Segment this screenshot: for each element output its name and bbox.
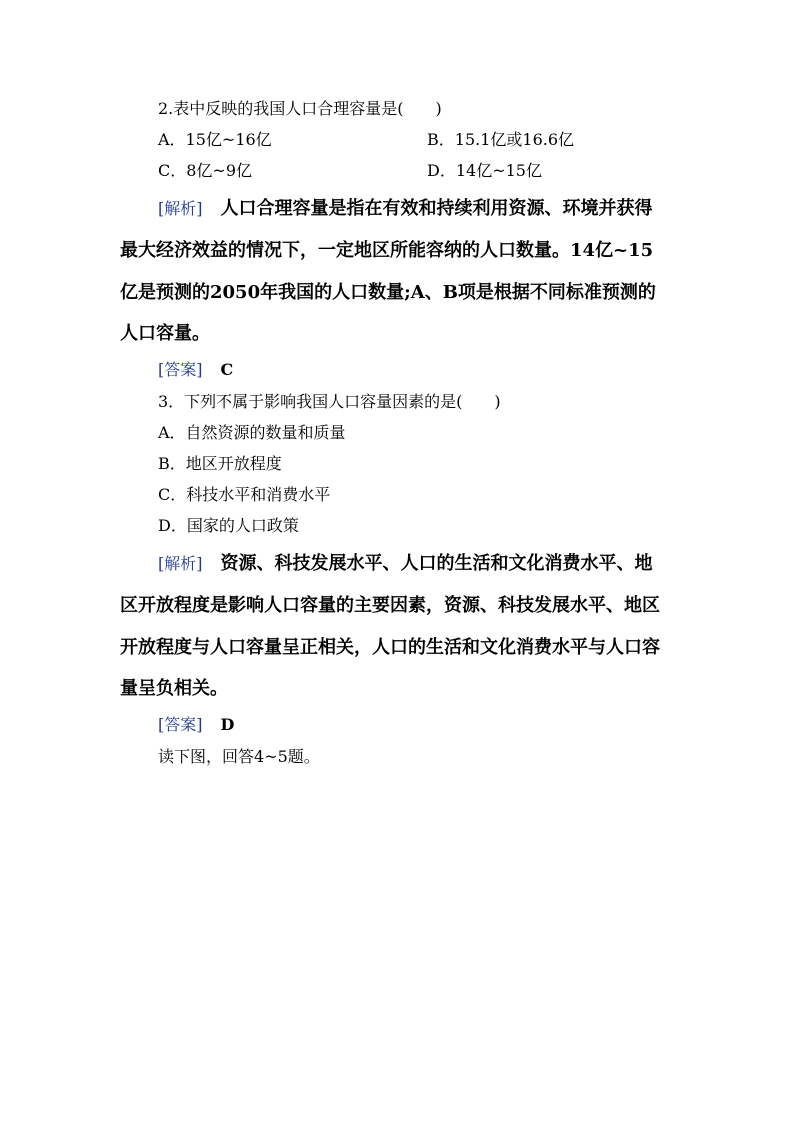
q2-analysis-line-2: 最大经济效益的情况下，一定地区所能容纳的人口数量。14亿~15 bbox=[120, 240, 654, 261]
q2-answer-tag: [答案] bbox=[158, 360, 203, 379]
q3-analysis-line-2: 区开放程度是影响人口容量的主要因素，资源、科技发展水平、地区 bbox=[120, 595, 660, 616]
q2-option-b: B．15.1亿或16.6亿 bbox=[427, 130, 575, 149]
q2-answer bbox=[158, 359, 233, 381]
q3-analysis-line-4: 量呈负相关。 bbox=[120, 678, 228, 699]
q2-analysis-line-4: 人口容量。 bbox=[120, 323, 210, 344]
q3-answer bbox=[158, 714, 234, 736]
q2-stem: 2.表中反映的我国人口合理容量是( ) bbox=[158, 99, 442, 118]
q2-analysis-line-1: [解析] 人口合理容量是指在有效和持续利用资源、环境并获得 bbox=[158, 198, 653, 219]
q2-option-d: D．14亿~15亿 bbox=[427, 161, 542, 180]
q2-option-a: A．15亿~16亿 bbox=[158, 130, 272, 149]
q2-analysis-tag: [解析] bbox=[158, 199, 203, 218]
instruction: 读下图，回答4~5题。 bbox=[158, 747, 320, 766]
q3-answer-tag: [答案] bbox=[158, 715, 203, 734]
q3-answer-value: D bbox=[220, 715, 235, 734]
q3-option-a: A．自然资源的数量和质量 bbox=[158, 423, 346, 442]
q3-analysis-tag: [解析] bbox=[158, 554, 203, 573]
q2-answer-value: C bbox=[220, 360, 234, 379]
q3-option-d: D．国家的人口政策 bbox=[158, 516, 299, 535]
q2-analysis-line-3: 亿是预测的2050年我国的人口数量;A、B项是根据不同标准预测的 bbox=[120, 282, 656, 303]
q3-analysis-line-3: 开放程度与人口容量呈正相关，人口的生活和文化消费水平与人口容 bbox=[120, 637, 660, 658]
q2-option-c: C．8亿~9亿 bbox=[158, 161, 253, 180]
q3-analysis-line-1: [解析] 资源、科技发展水平、人口的生活和文化消费水平、地 bbox=[158, 553, 653, 574]
q3-option-c: C．科技水平和消费水平 bbox=[158, 485, 331, 504]
q3-option-b: B．地区开放程度 bbox=[158, 454, 282, 473]
q3-stem: 3．下列不属于影响我国人口容量因素的是( ) bbox=[158, 392, 501, 411]
